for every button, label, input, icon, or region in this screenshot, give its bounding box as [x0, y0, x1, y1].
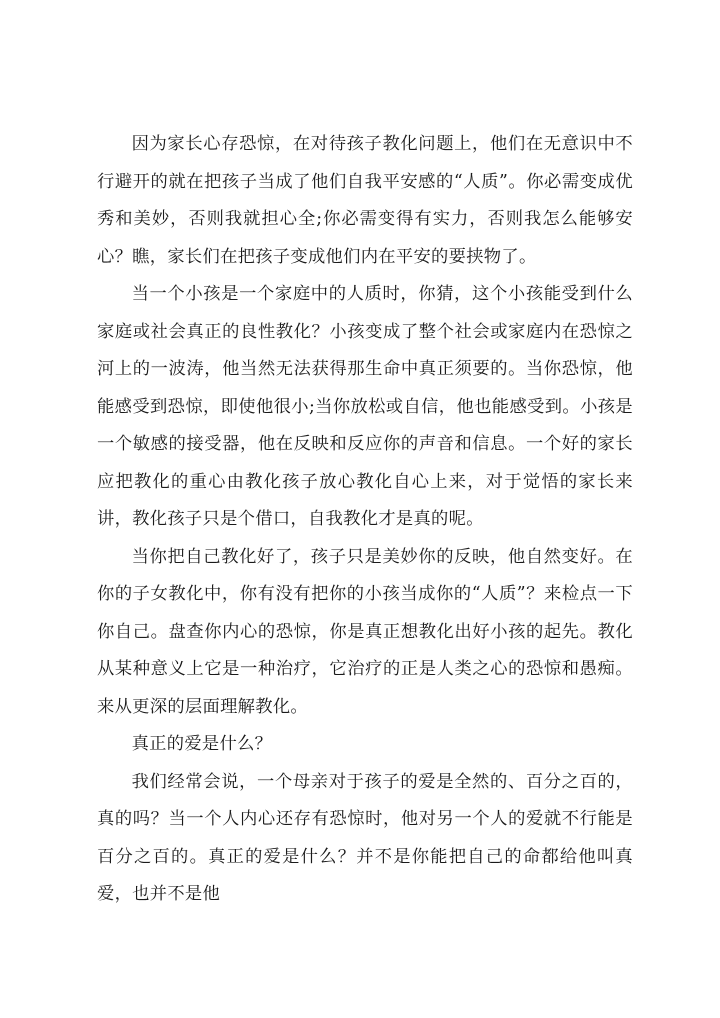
body-text — [97, 126, 633, 914]
paragraph: 因为家长心存恐惊，在对待孩子教化问题上，他们在无意识中不行避开的就在把孩子当成了他们自我平安感的“人质”。你必需变成优秀和美妙，否则我就担心全;你必需变得有实力，否则我怎么能够安心？瞧，家长们在把孩子变成他们内在平安的要挟物了。 — [97, 134, 633, 267]
paragraph: 当你把自己教化好了，孩子只是美妙你的反映，他自然变好。在你的子女教化中，你有没有把你的小孩当成你的“人质”？来检点一下你自己。盘查你内心的恐惊，你是真正想教化出好小孩的起先。教化从某种意义上它是一种治疗，它治疗的正是人类之心的恐惊和愚痴。来从更深的层面理解教化。 — [97, 546, 633, 717]
section-heading: 真正的爱是什么？ — [131, 734, 273, 754]
paragraph: 当一个小孩是一个家庭中的人质时，你猜，这个小孩能受到什么家庭或社会真正的良性教化？小孩变成了整个社会或家庭内在恐惊之河上的一波涛，他当然无法获得那生命中真正须要的。当你恐惊，他能感受到恐惊，即使他很小;当你放松或自信，他也能感受到。小孩是一个敏感的接受器，他在反映和反应你的声音和信息。一个好的家长应把教化的重心由教化孩子放心教化自心上来，对于觉悟的家长来讲，教化孩子只是个借口，自我教化才是真的呢。 — [97, 284, 633, 529]
paragraph: 我们经常会说，一个母亲对于孩子的爱是全然的、百分之百的，真的吗？当一个人内心还存有恐惊时，他对另一个人的爱就不行能是百分之百的。真正的爱是什么？并不是你能把自己的命都给他叫真爱，也并不是他 — [97, 771, 633, 904]
